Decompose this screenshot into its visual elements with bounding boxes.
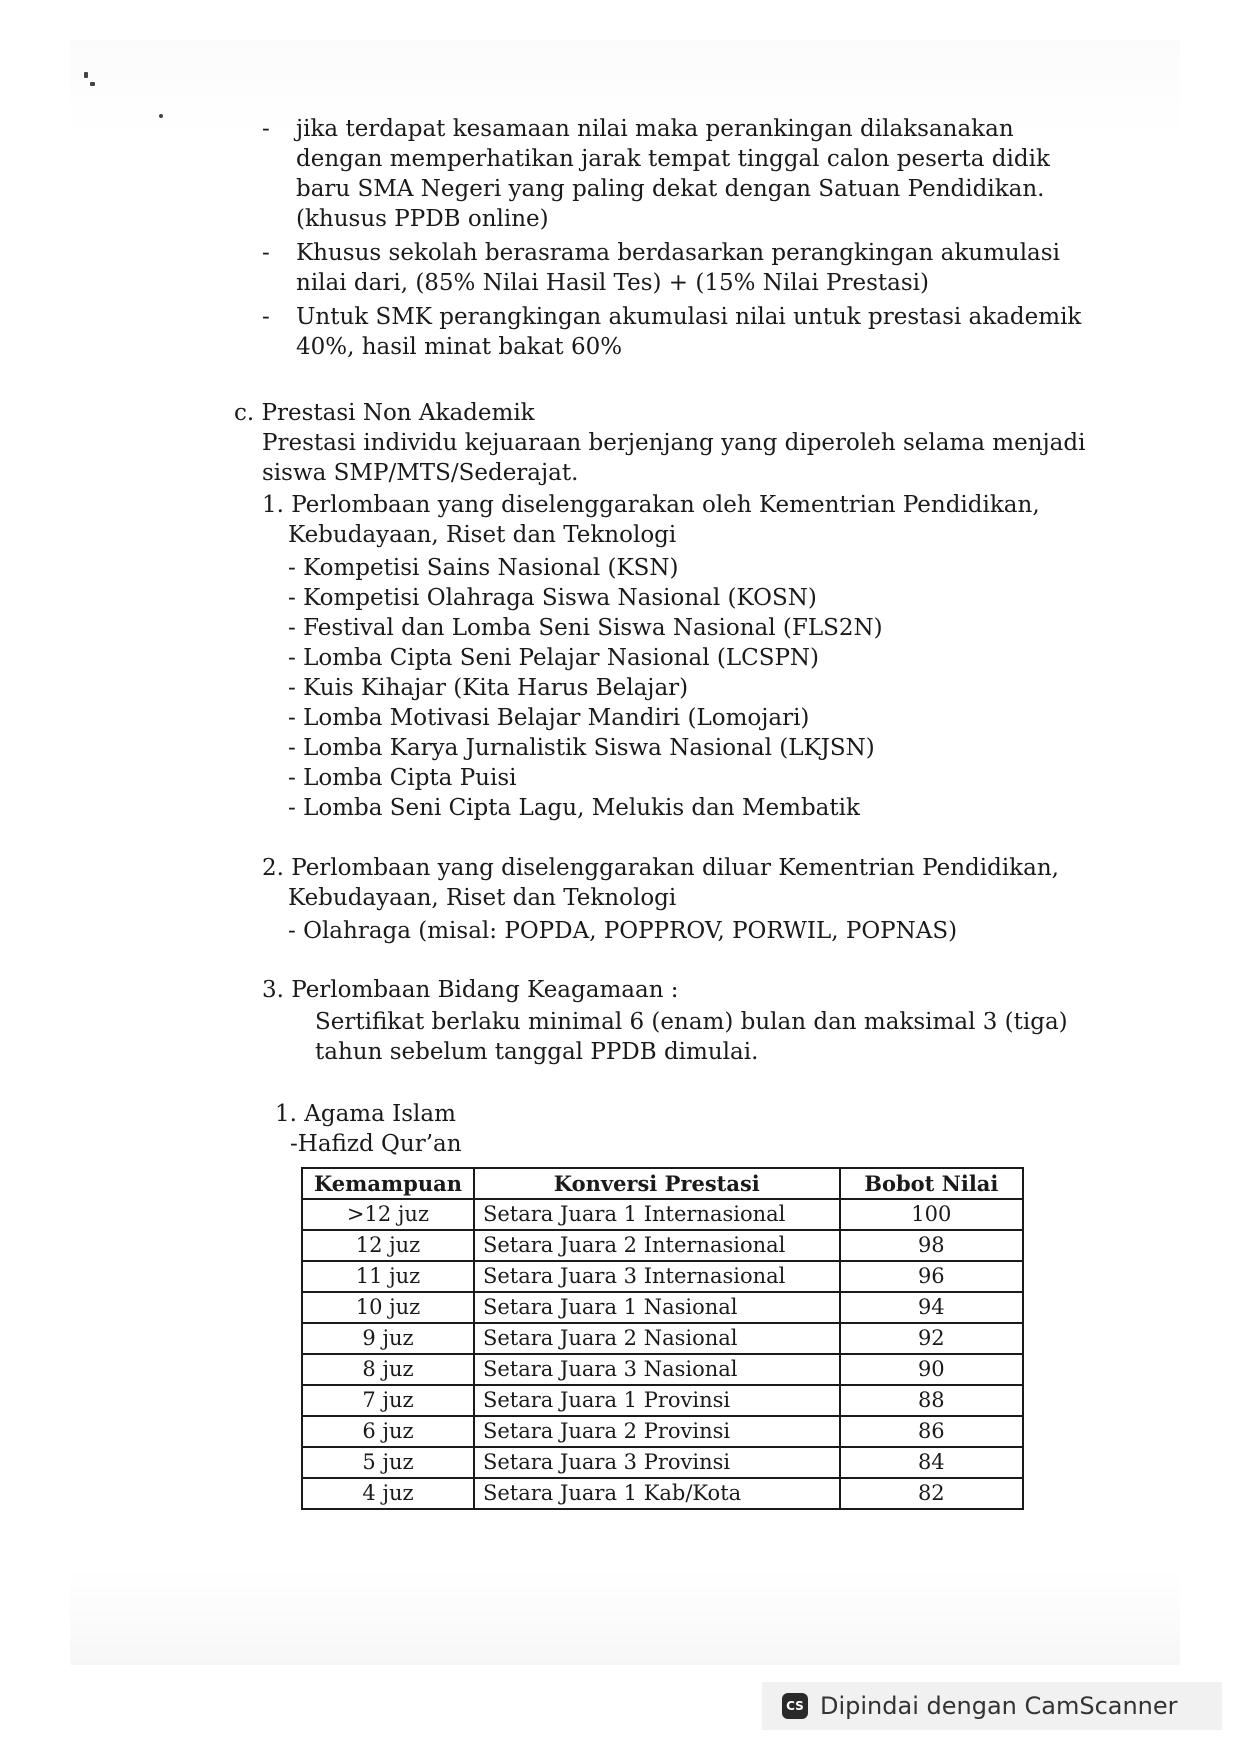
list-item: - Lomba Cipta Puisi bbox=[288, 765, 517, 791]
subsection-item: -Hafizd Qur’an bbox=[290, 1131, 462, 1157]
section-heading: c. Prestasi Non Akademik bbox=[234, 400, 535, 426]
paragraph-line bbox=[296, 114, 1060, 144]
table-body bbox=[302, 1199, 1023, 1509]
camscanner-watermark bbox=[762, 1682, 1222, 1730]
cell-kemampuan: 11 juz bbox=[302, 1261, 474, 1292]
paragraph-line: nilai dari, (85% Nilai Hasil Tes) + (15% Nilai Prestasi) bbox=[296, 270, 929, 296]
numbered-item: 2. Perlombaan yang diselenggarakan diluar Kementrian Pendidikan, bbox=[262, 855, 1059, 881]
cell-konversi: Setara Juara 2 Internasional bbox=[474, 1230, 840, 1261]
paragraph-line: siswa SMP/MTS/Sederajat. bbox=[262, 460, 579, 486]
numbered-item-continuation: Kebudayaan, Riset dan Teknologi bbox=[288, 522, 677, 548]
list-item: - Lomba Motivasi Belajar Mandiri (Lomojari) bbox=[288, 705, 810, 731]
table-row bbox=[302, 1323, 1023, 1354]
table-row bbox=[302, 1199, 1023, 1230]
cell-konversi: Setara Juara 1 Kab/Kota bbox=[474, 1478, 840, 1509]
cell-kemampuan: 8 juz bbox=[302, 1354, 474, 1385]
cell-bobot: 82 bbox=[840, 1478, 1023, 1509]
bullet-dash: - bbox=[262, 116, 270, 142]
column-header-konversi: Konversi Prestasi bbox=[474, 1168, 840, 1199]
paragraph-line: Prestasi individu kejuaraan berjenjang yang diperoleh selama menjadi bbox=[262, 430, 1086, 456]
cell-kemampuan: 7 juz bbox=[302, 1385, 474, 1416]
numbered-item: 3. Perlombaan Bidang Keagamaan : bbox=[262, 977, 679, 1003]
conversion-table bbox=[301, 1167, 1024, 1510]
table-row bbox=[302, 1230, 1023, 1261]
paragraph-line: tahun sebelum tanggal PPDB dimulai. bbox=[315, 1039, 759, 1065]
cell-bobot: 98 bbox=[840, 1230, 1023, 1261]
table-row bbox=[302, 1447, 1023, 1478]
list-item: - Festival dan Lomba Seni Siswa Nasional (FLS2N) bbox=[288, 615, 883, 641]
paragraph-line: 40%, hasil minat bakat 60% bbox=[296, 334, 623, 360]
list-item: - Kompetisi Olahraga Siswa Nasional (KOSN) bbox=[288, 585, 817, 611]
table-row bbox=[302, 1385, 1023, 1416]
bullet-text: jika terdapat kesamaan nilai maka perankingan dilaksanakan bbox=[296, 116, 1014, 142]
cell-bobot: 94 bbox=[840, 1292, 1023, 1323]
camscanner-text: Dipindai dengan CamScanner bbox=[820, 1692, 1178, 1720]
list-item: - Lomba Karya Jurnalistik Siswa Nasional (LKJSN) bbox=[288, 735, 875, 761]
list-item: - Kompetisi Sains Nasional (KSN) bbox=[288, 555, 679, 581]
camscanner-logo-icon: CS bbox=[782, 1693, 808, 1719]
cell-bobot: 86 bbox=[840, 1416, 1023, 1447]
cell-kemampuan: 10 juz bbox=[302, 1292, 474, 1323]
column-header-bobot: Bobot Nilai bbox=[840, 1168, 1023, 1199]
cell-konversi: Setara Juara 1 Internasional bbox=[474, 1199, 840, 1230]
table-row bbox=[302, 1261, 1023, 1292]
cell-bobot: 88 bbox=[840, 1385, 1023, 1416]
column-header-kemampuan: Kemampuan bbox=[302, 1168, 474, 1199]
paragraph-line: Sertifikat berlaku minimal 6 (enam) bulan dan maksimal 3 (tiga) bbox=[315, 1009, 1068, 1035]
cell-konversi: Setara Juara 2 Nasional bbox=[474, 1323, 840, 1354]
paragraph-line: (khusus PPDB online) bbox=[296, 206, 549, 232]
cell-konversi: Setara Juara 1 Nasional bbox=[474, 1292, 840, 1323]
cell-konversi: Setara Juara 3 Internasional bbox=[474, 1261, 840, 1292]
numbered-item: 1. Perlombaan yang diselenggarakan oleh Kementrian Pendidikan, bbox=[262, 492, 1040, 518]
cell-konversi: Setara Juara 3 Nasional bbox=[474, 1354, 840, 1385]
bullet-dash: - bbox=[262, 304, 270, 330]
list-item: - Kuis Kihajar (Kita Harus Belajar) bbox=[288, 675, 689, 701]
table-header-row bbox=[302, 1168, 1023, 1199]
cell-kemampuan: 12 juz bbox=[302, 1230, 474, 1261]
paragraph-line: baru SMA Negeri yang paling dekat dengan Satuan Pendidikan. bbox=[296, 176, 1045, 202]
subsection-heading: 1. Agama Islam bbox=[275, 1101, 456, 1127]
cell-bobot: 92 bbox=[840, 1323, 1023, 1354]
cell-bobot: 100 bbox=[840, 1199, 1023, 1230]
table-row bbox=[302, 1292, 1023, 1323]
paragraph-line: dengan memperhatikan jarak tempat tinggal calon peserta didik bbox=[296, 146, 1050, 172]
table-row bbox=[302, 1354, 1023, 1385]
cell-kemampuan: >12 juz bbox=[302, 1199, 474, 1230]
cell-kemampuan: 4 juz bbox=[302, 1478, 474, 1509]
paragraph-line: Untuk SMK perangkingan akumulasi nilai untuk prestasi akademik bbox=[296, 304, 1082, 330]
cell-konversi: Setara Juara 1 Provinsi bbox=[474, 1385, 840, 1416]
table-row bbox=[302, 1478, 1023, 1509]
cell-bobot: 84 bbox=[840, 1447, 1023, 1478]
cell-bobot: 90 bbox=[840, 1354, 1023, 1385]
paragraph-line: Khusus sekolah berasrama berdasarkan perangkingan akumulasi bbox=[296, 240, 1060, 266]
list-item: - Lomba Seni Cipta Lagu, Melukis dan Membatik bbox=[288, 795, 860, 821]
cell-bobot: 96 bbox=[840, 1261, 1023, 1292]
cell-kemampuan: 9 juz bbox=[302, 1323, 474, 1354]
bullet-dash: - bbox=[262, 240, 270, 266]
cell-kemampuan: 6 juz bbox=[302, 1416, 474, 1447]
cell-konversi: Setara Juara 3 Provinsi bbox=[474, 1447, 840, 1478]
list-item: - Lomba Cipta Seni Pelajar Nasional (LCSPN) bbox=[288, 645, 820, 671]
list-item: - Olahraga (misal: POPDA, POPPROV, PORWIL, POPNAS) bbox=[288, 918, 958, 944]
numbered-item-continuation: Kebudayaan, Riset dan Teknologi bbox=[288, 885, 677, 911]
cell-konversi: Setara Juara 2 Provinsi bbox=[474, 1416, 840, 1447]
cell-kemampuan: 5 juz bbox=[302, 1447, 474, 1478]
table-row bbox=[302, 1416, 1023, 1447]
